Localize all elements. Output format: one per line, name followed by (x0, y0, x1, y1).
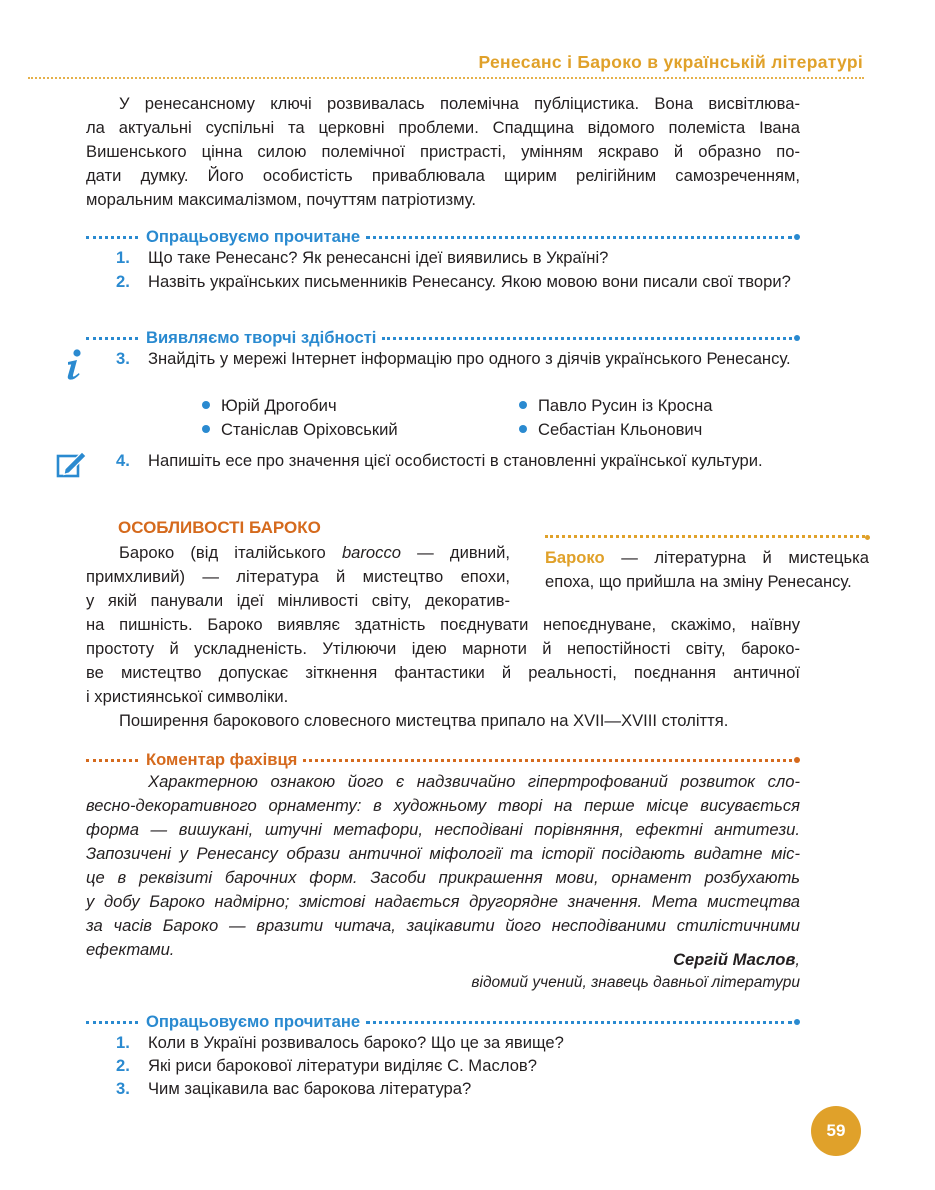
person-name: Станіслав Оріховський (221, 420, 398, 439)
question-item (118, 449, 800, 473)
question-text: Коли в Україні розвивалось бароко? Що це за явище? (148, 1033, 564, 1052)
heading-dots (86, 337, 138, 340)
question-text: Чим зацікавила вас барокова література? (148, 1079, 472, 1098)
question-number: 3. (116, 1079, 130, 1098)
heading-endcap (794, 335, 800, 341)
quote-line: за часів Бароко — вразити читача, зацікавити його несподіваними стилістичними (86, 916, 800, 935)
definition-divider (545, 535, 865, 538)
bullet-dot (519, 401, 527, 409)
intro-paragraph (86, 92, 800, 212)
heading-endcap (794, 757, 800, 763)
section-heading-expert (86, 750, 800, 770)
question-number: 1. (116, 1033, 130, 1052)
question-item (118, 1077, 800, 1101)
heading-dots (86, 236, 138, 239)
intro-line: дати думку. Його особистість приваблювала щирим релігійним самозреченням, (86, 166, 800, 185)
section-heading-label: Опрацьовуємо прочитане (146, 1012, 361, 1031)
author-role: відомий учений, знавець давньої літератури (471, 974, 800, 991)
quote-line: це в реквізиті барочних форм. Засоби прикрашення мови, орнамент розбухають (86, 868, 800, 887)
section-heading-label: Коментар фахівця (146, 750, 298, 769)
paragraph-line: у якій панували ідеї мінливості світу, декоратив- (86, 591, 510, 610)
heading-dots (366, 1021, 792, 1024)
section-heading-label: Опрацьовуємо прочитане (146, 227, 361, 246)
paragraph-line: на пишність. Бароко виявляє здатність поєднувати непоєднуване, скажімо, наївну (86, 615, 800, 634)
question-number: 4. (116, 451, 130, 470)
heading-endcap (794, 1019, 800, 1025)
baroque-paragraph (86, 541, 800, 733)
question-number: 2. (116, 272, 130, 291)
intro-line: моральним максималізмом, почуттям патріотизму. (86, 190, 476, 209)
quote-author (673, 948, 800, 972)
question-text: Що таке Ренесанс? Як ренесансні ідеї виявились в Україні? (148, 248, 609, 267)
section-heading-review (86, 1012, 800, 1032)
intro-line: Вишенського цінна силою полемічної пристрасті, умінням яскраво й образно по- (86, 142, 800, 161)
question-text: Напишіть есе про значення цієї особистості в становленні української культури. (148, 451, 763, 470)
question-item (118, 1054, 800, 1078)
heading-dots (303, 759, 792, 762)
quote-line: весно-декоративного орнаменту: в художньому творі на перше місце висувається (86, 796, 800, 815)
heading-dots (366, 236, 792, 239)
question-item (118, 1031, 800, 1055)
author-name: Сергій Маслов (673, 950, 796, 969)
question-number: 2. (116, 1056, 130, 1075)
foreign-term: barocco (341, 543, 401, 562)
list-item (202, 394, 337, 418)
definition-text: — літературна й мистецька епоха, що прийшла на зміну Ренесансу. (545, 548, 869, 591)
paragraph-line: примхливий) — література й мистецтво епохи, (86, 567, 510, 586)
definition-term: Бароко (545, 548, 605, 567)
bullet-dot (202, 401, 210, 409)
question-number: 3. (116, 349, 130, 368)
definition-divider-endcap (865, 535, 870, 540)
question-text: Знайдіть у мережі Інтернет інформацію про одного з діячів українського Ренесансу. (148, 349, 791, 368)
page-number: 59 (811, 1106, 861, 1156)
paragraph-line: простоту й ускладненість. Утілюючи ідею марноти й непостійності світу, бароко- (86, 639, 800, 658)
question-text: Які риси барокової літератури виділяє С. Маслов? (148, 1056, 537, 1075)
paragraph-line: ве мистецтво допускає зіткнення фантастики й реальності, поєднання античної (86, 663, 800, 682)
intro-line: У ренесансному ключі розвивалась полемічна публіцистика. Вона висвітлюва- (119, 94, 800, 113)
header-divider (28, 77, 864, 79)
section-subheading: ОСОБЛИВОСТІ БАРОКО (118, 518, 321, 537)
paragraph-line (86, 541, 510, 565)
person-name: Себастіан Кльонович (538, 420, 703, 439)
question-item (118, 270, 800, 294)
bullet-dot (519, 425, 527, 433)
list-item (202, 418, 398, 442)
quote-line: Запозичені у Ренесансу образи античної міфології та історії посідають видатне міс- (86, 844, 800, 863)
list-item (519, 394, 713, 418)
heading-dots (86, 759, 138, 762)
bullet-dot (202, 425, 210, 433)
expert-quote (86, 770, 800, 962)
running-header: Ренесанс і Бароко в українській літературі (478, 52, 863, 72)
text-run: Бароко (від італійського (119, 543, 342, 562)
text-run: — дивний, (401, 543, 510, 562)
author-comma: , (795, 950, 800, 969)
person-name: Юрій Дрогобич (221, 396, 337, 415)
intro-line: ла актуальні суспільні та церковні проблеми. Спадщина відомого полеміста Івана (86, 118, 800, 137)
question-number: 1. (116, 248, 130, 267)
edit-icon (55, 448, 89, 482)
paragraph-line: і християнської символіки. (86, 687, 289, 706)
quote-line: ефектами. (86, 940, 175, 959)
section-heading-creative (86, 328, 800, 348)
question-item (118, 246, 800, 270)
quote-line: форма — вишукані, штучні метафори, несподівані порівняння, ефектні антитези. (86, 820, 800, 839)
heading-endcap (794, 234, 800, 240)
info-icon (62, 348, 88, 382)
section-heading-label: Виявляємо творчі здібності (146, 328, 377, 347)
quote-line: у добу Бароко надмірно; змістові надається другорядне значення. Мета мистецтва (86, 892, 800, 911)
person-name: Павло Русин із Кросна (538, 396, 713, 415)
paragraph-line: Поширення барокового словесного мистецтва припало на XVII—XVIII століття. (119, 711, 729, 730)
heading-dots (86, 1021, 138, 1024)
question-text: Назвіть українських письменників Ренесансу. Якою мовою вони писали свої твори? (148, 272, 791, 291)
heading-dots (382, 337, 792, 340)
section-heading-review (86, 227, 800, 247)
list-item (519, 418, 702, 442)
question-item (118, 347, 800, 371)
quote-line: Характерною ознакою його є надзвичайно гіпертрофований розвиток сло- (148, 772, 800, 791)
